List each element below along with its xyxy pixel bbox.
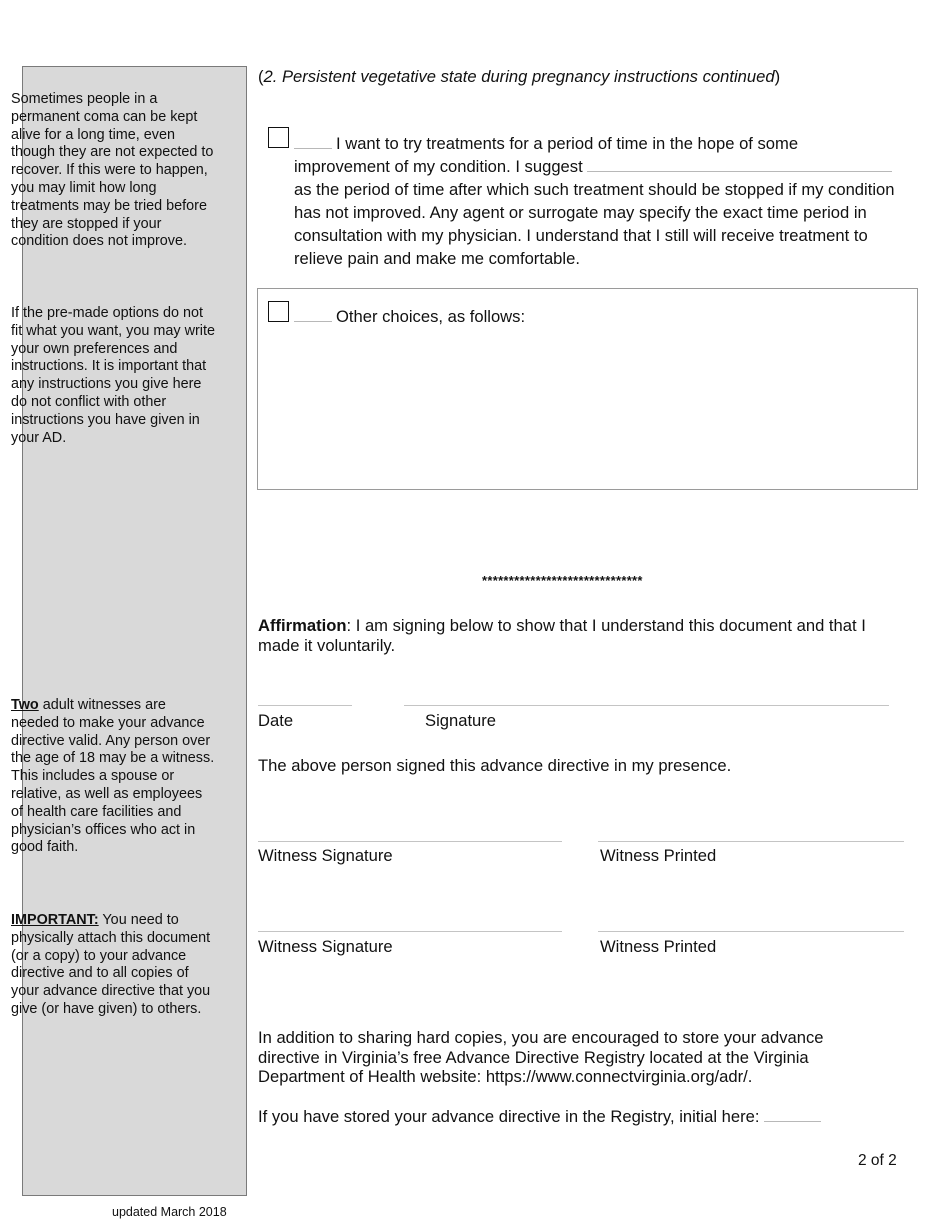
registry-initial-text: If you have stored your advance directive in the Registry, initial here:	[258, 1107, 760, 1126]
signature-label: Signature	[425, 711, 497, 730]
presence-statement: The above person signed this advance directive in my presence.	[258, 756, 732, 775]
separator-stars: ******************************	[482, 573, 643, 588]
witness-2-printed-line[interactable]	[598, 931, 904, 932]
other-choices-option	[294, 305, 525, 328]
page-number: 2 of 2	[858, 1152, 897, 1169]
signature-line[interactable]	[404, 705, 889, 706]
sidebar-note-other-choices: If the pre-made options do not fit what you want, you may write your own preferences and instructions. It is important that any instructions you give here do not conflict with other instructions you have given in your AD.	[11, 305, 215, 446]
section-header-title: 2. Persistent vegetative state during pregnancy instructions continued	[263, 67, 775, 86]
trial-period-text-2: improvement of my condition. I suggest	[294, 157, 583, 176]
other-choices-initial-line[interactable]	[294, 308, 332, 322]
header-close-paren: )	[774, 67, 781, 86]
other-choices-checkbox[interactable]	[268, 301, 289, 322]
sidebar-note-witnesses	[11, 697, 217, 857]
affirmation-heading: Affirmation	[258, 616, 347, 635]
sidebar-note-important	[11, 912, 217, 1019]
affirmation-text: : I am signing below to show that I understand this document and that I made it voluntarily.	[258, 616, 866, 655]
header-open-paren: (	[258, 67, 264, 86]
witness-2-signature-line[interactable]	[258, 931, 562, 932]
trial-period-line-1	[294, 132, 904, 155]
registry-info: In addition to sharing hard copies, you are encouraged to store your advance directive in Virginia’s free Advance Directive Registry located at the Virginia Department of Health website: https://www.connectvirginia.org/adr/.	[258, 1028, 829, 1086]
other-choices-label: Other choices, as follows:	[336, 307, 526, 326]
sidebar-witness-text: adult witnesses are needed to make your advance directive valid. Any person over the age of 18 may be a witness. This includes a spouse or relative, as well as employees of health care facilities and physician’s offices who act in good faith.	[11, 697, 215, 856]
witness-2-signature-label: Witness Signature	[258, 937, 393, 956]
time-period-blank[interactable]	[587, 158, 892, 172]
updated-date-note: updated March 2018	[112, 1205, 227, 1219]
affirmation-statement	[258, 616, 908, 656]
witness-2-printed-label: Witness Printed	[600, 937, 717, 956]
trial-period-text-1: I want to try treatments for a period of time in the hope of some	[336, 134, 799, 153]
witness-1-printed-line[interactable]	[598, 841, 904, 842]
date-label: Date	[258, 711, 294, 730]
sidebar-note-coma: Sometimes people in a permanent coma can be kept alive for a long time, even though they are not expected to recover. If this were to happen, you may limit how long treatments may be tried before they are stopped if your condition does not improve.	[11, 91, 214, 250]
trial-period-text-rest: as the period of time after which such treatment should be stopped if my condition has not improved. Any agent or surrogate may specify the exact time period in consultation with my physician. I understand that I still will receive treatment to relieve pain and make me comfortable.	[294, 180, 895, 268]
trial-period-line-2	[294, 155, 904, 178]
witness-1-signature-line[interactable]	[258, 841, 562, 842]
sidebar-witness-emphasis: Two	[11, 697, 39, 713]
sidebar-important-emphasis: IMPORTANT:	[11, 912, 99, 928]
date-line[interactable]	[258, 705, 352, 706]
registry-initial-prompt	[258, 1105, 825, 1128]
sidebar-important-text: You need to physically attach this document (or a copy) to your advance directive and to all copies of your advance directive that you give (or have given) to others.	[11, 912, 211, 1017]
witness-1-signature-label: Witness Signature	[258, 846, 393, 865]
trial-period-option	[294, 132, 904, 270]
witness-1-printed-label: Witness Printed	[600, 846, 717, 865]
trial-period-checkbox[interactable]	[268, 127, 289, 148]
trial-period-initial-line[interactable]	[294, 135, 332, 149]
section-header	[258, 65, 780, 88]
registry-initial-line[interactable]	[764, 1108, 821, 1122]
